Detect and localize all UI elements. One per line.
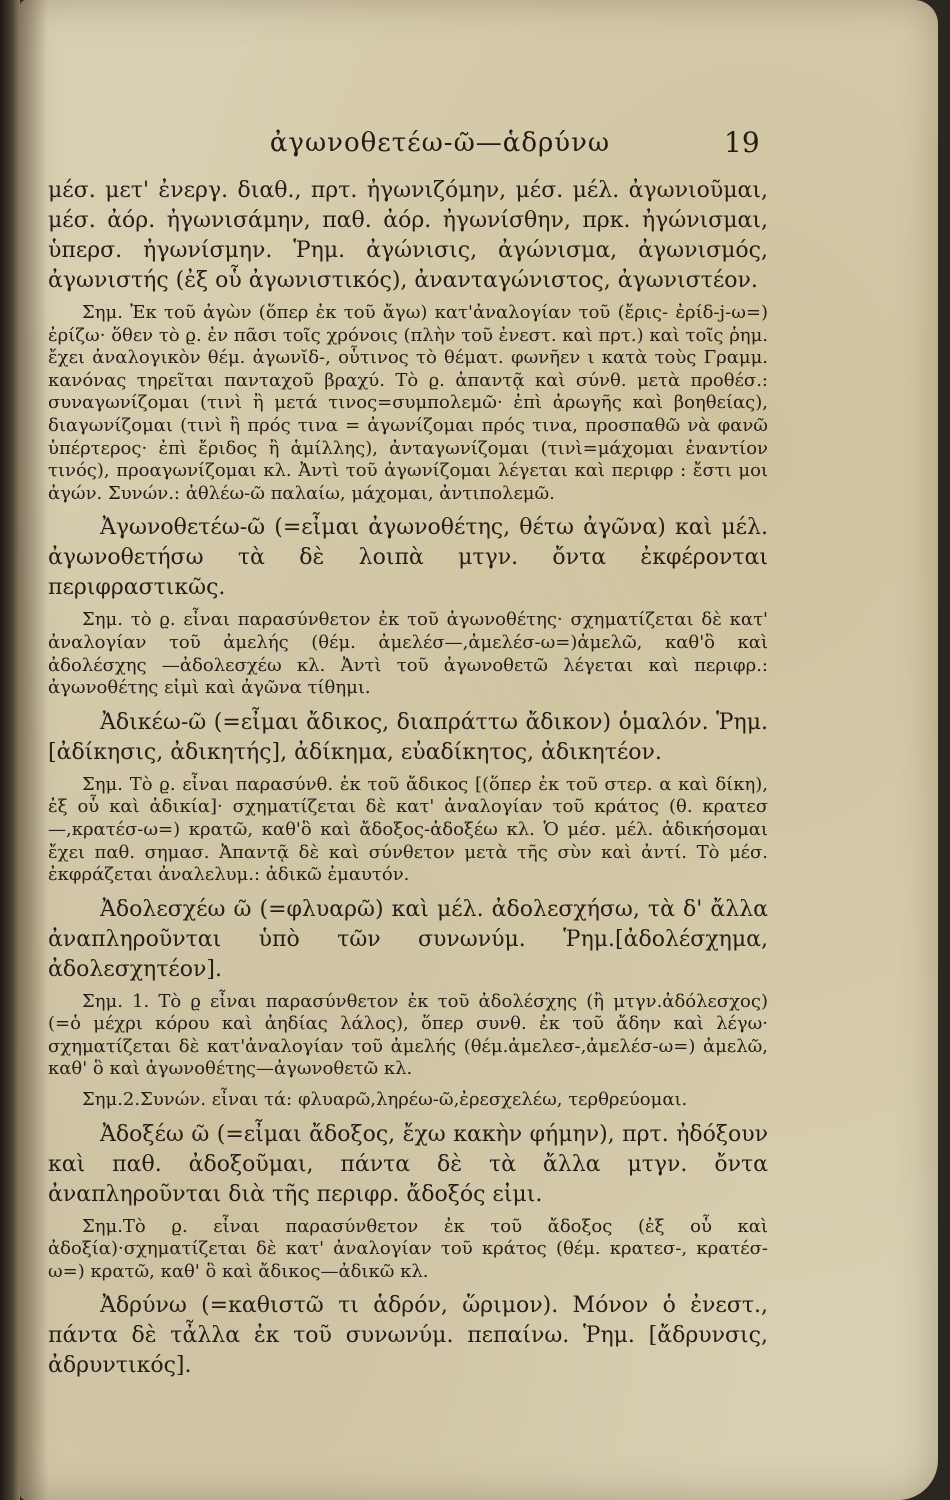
note-paragraph: Σημ. τὸ ϱ. εἶναι παρασύνθετον ἐκ τοῦ ἀγωνοθέτης· σχηματίζεται δὲ κατ' ἀναλογίαν τοῦ ἀμελής (θέμ. ἀμελέσ—,ἀμελέσ-ω=)ἀμελῶ, καθ'ὃ καὶ ἀδολέσχης —ἀδολεσχέω κλ. Ἀντὶ τοῦ ἀγωνοθετῶ λέγεται καὶ περιφρ.: ἀγωνοθέτης εἰμὶ καὶ ἀγῶνα τίθημι. — [48, 609, 768, 699]
paragraph-continuation: μέσ. μετ' ἐνεργ. διαθ., πρτ. ἠγωνιζόμην, μέσ. μέλ. ἀγωνιοῦμαι, μέσ. ἀόρ. ἠγωνισάμην, παθ. ἀόρ. ἠγωνίσθην, πρκ. ἠγώνισμαι, ὑπερσ. ἠγωνίσμην. Ῥημ. ἀγώνισις, ἀγώνισμα, ἀγωνισμός, ἀγωνιστής (ἐξ οὗ ἀγωνιστικός), ἀνανταγώνιστος, ἀγωνιστέον. — [48, 178, 768, 293]
note-paragraph: Σημ.2.Συνών. εἶναι τά: φλυαρῶ,ληρέω-ῶ,ἐρεσχελέω, τερθρεύομαι. — [82, 1089, 688, 1111]
spine-shadow — [20, 0, 48, 1500]
note-paragraph: Σημ. Ἐκ τοῦ ἀγὼν (ὅπερ ἐκ τοῦ ἄγω) κατ'ἀναλογίαν τοῦ (ἔρις- ἐρίδ-j-ω=) ἐρίζω· ὅθεν τὸ ϱ. ἐν πᾶσι τοῖς χρόνοις (πλὴν τοῦ ἐνεστ. καὶ πρτ.) καὶ τοῖς ῥημ. ἔχει ἀναλογικὸν θέμ. ἀγωνῐδ-, οὗτινος τὸ θέματ. φωνῆεν ι κατὰ τοὺς Γραμμ. κανόνας τηρεῖται πανταχοῦ βραχύ. Τὸ ϱ. ἀπαντᾷ καὶ σύνθ. μετὰ προθέσ.: συναγωνίζομαι (τινὶ ἢ μετά τινος=συμπολεμῶ· ἐπὶ ἀρωγῆς καὶ βοηθείας), διαγωνίζομαι (τινὶ ἢ πρός τινα = ἀγωνίζομαι πρός τινα, προσπαθῶ νὰ φανῶ ὑπέρτερος· ἐπὶ ἔριδος ἢ ἁμίλλης), ἀνταγωνίζομαι (τινὶ=μάχομαι ἐναντίον τινός), προαγωνίζομαι κλ. Ἀντὶ τοῦ ἀγωνίζομαι λέγεται καὶ περιφρ : ἔστι μοι ἀγών. Συνών.: ἀθλέω-ῶ παλαίω, μάχομαι, ἀντιπολεμῶ. — [48, 302, 768, 504]
entry-agonotheteo: Ἀγωνοθετέω-ῶ (=εἶμαι ἀγωνοθέτης, θέτω ἀγῶνα) καὶ μέλ. ἀγωνοθετήσω τὰ δὲ λοιπὰ μτγν. ὄντα ἐκφέρονται περιφραστικῶς. — [48, 515, 768, 601]
note-paragraph: Σημ.Τὸ ϱ. εἶναι παρασύνθετον ἐκ τοῦ ἄδοξος (ἐξ οὗ καὶ ἀδοξία)·σχηματίζεται δὲ κατ' ἀναλογίαν τοῦ κράτος (θέμ. κρατεσ-, κρατέσ-ω=) κρατῶ, καθ' ὃ καὶ ἄδικος—ἀδικῶ κλ. — [48, 1215, 768, 1282]
entry-adikeo: Ἀδικέω-ῶ (=εἶμαι ἄδικος, διαπράττω ἄδικον) ὁμαλόν. Ῥημ. [ἀδίκησις, ἀδικητής], ἀδίκημα, εὐαδίκητος, ἀδικητέον. — [48, 709, 768, 765]
running-head: ἀγωνοθετέω-ῶ—ἁδρύνω — [269, 128, 611, 158]
page-body — [48, 176, 768, 1387]
note-paragraph: Σημ. Τὸ ϱ. εἶναι παρασύνθ. ἐκ τοῦ ἄδικος [(ὅπερ ἐκ τοῦ στερ. α καὶ δίκη), ἐξ οὗ καὶ ἀδικία]· σχηματίζεται δὲ κατ' ἀναλογίαν τοῦ κράτος (θ. κρατεσ—,κρατέσ-ω=) κρατῶ, καθ'ὃ καὶ ἄδοξος-ἀδοξέω κλ. Ὁ μέσ. μέλ. ἀδικήσομαι ἔχει παθ. σημασ. Ἀπαντᾷ δὲ καὶ σύνθετον μετὰ τῆς σὺν καὶ ἀντί. Τὸ μέσ. ἐκφράζεται ἀναλελυμ.: ἀδικῶ ἐμαυτόν. — [48, 773, 768, 886]
note-paragraph: Σημ. 1. Τὸ ϱ εἶναι παρασύνθετον ἐκ τοῦ ἀδολέσχης (ἢ μτγν.ἀδόλεσχος) (=ὁ μέχρι κόρου καὶ ἀηδίας λάλος), ὅπερ συνθ. ἐκ τοῦ ἄδην καὶ λέγω· σχηματίζεται δὲ κατ'ἀναλογίαν τοῦ ἀμελής (θέμ.ἀμελεσ-,ἀμελέσ-ω=) ἀμελῶ, καθ' ὃ καὶ ἀγωνοθέτης—ἀγωνοθετῶ κλ. — [48, 990, 768, 1080]
page-number: 19 — [724, 126, 760, 159]
book-binding — [0, 0, 20, 1500]
entry-adryno: Ἀδρύνω (=καθιστῶ τι ἁδρόν, ὥριμον). Μόνον ὁ ἐνεστ., πάντα δὲ τἆλλα ἐκ τοῦ συνωνύμ. πεπαίνω. Ῥημ. [ἄδρυνσις, ἀδρυντικός]. — [48, 1293, 768, 1379]
entry-adoleskheo: Ἀδολεσχέω ῶ (=φλυαρῶ) καὶ μέλ. ἀδολεσχήσω, τὰ δ' ἄλλα ἀναπληροῦνται ὑπὸ τῶν συνωνύμ. Ῥημ.[ἀδολέσχημα, ἀδολεσχητέον]. — [48, 896, 768, 982]
entry-adoxeo: Ἀδοξέω ῶ (=εἶμαι ἄδοξος, ἔχω κακὴν φήμην), πρτ. ἠδόξουν καὶ παθ. ἀδοξοῦμαι, πάντα δὲ τὰ ἄλλα μτγν. ὄντα ἀναπληροῦνται διὰ τῆς περιφρ. ἄδοξός εἰμι. — [48, 1121, 768, 1207]
